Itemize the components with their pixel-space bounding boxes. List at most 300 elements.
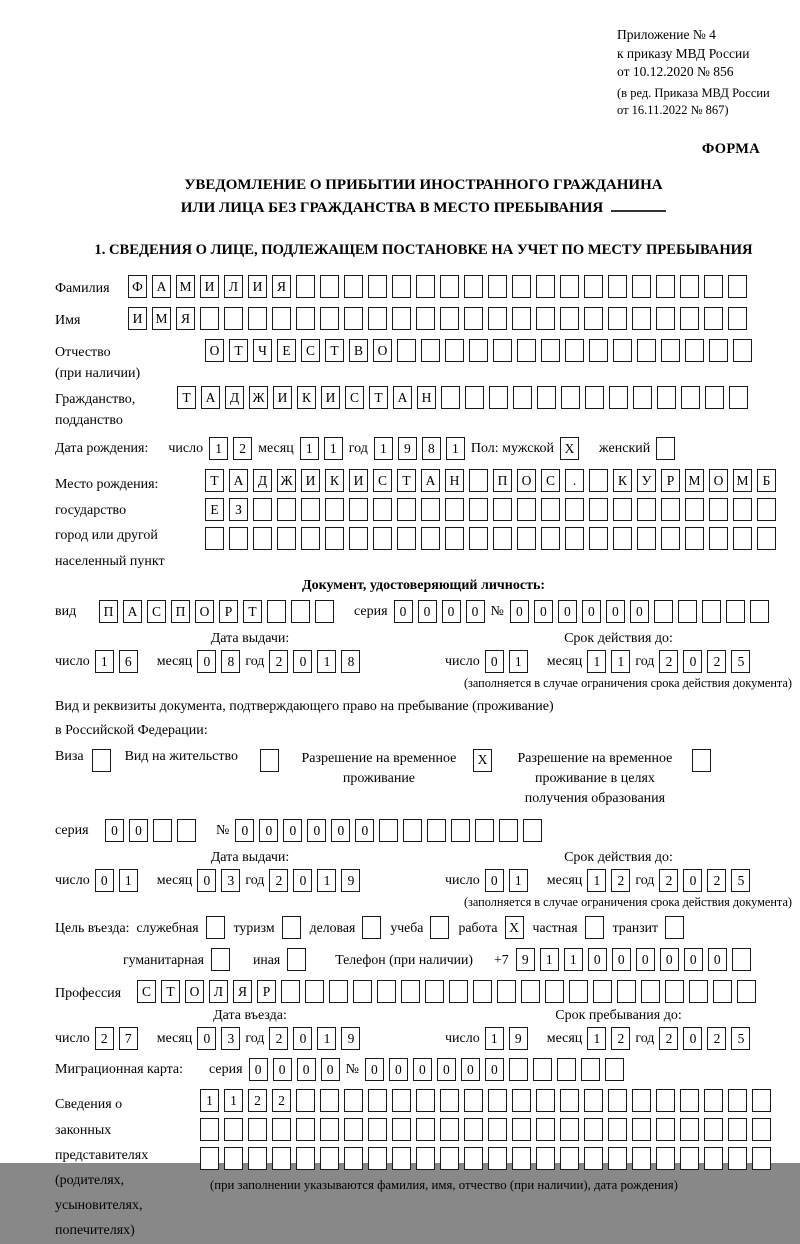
char-cell[interactable]: Я bbox=[272, 275, 291, 298]
char-cell[interactable]: А bbox=[201, 386, 220, 409]
char-cell[interactable] bbox=[728, 1147, 747, 1170]
char-cell[interactable]: 1 bbox=[209, 437, 228, 460]
char-cell[interactable] bbox=[224, 1147, 243, 1170]
char-cell[interactable]: 0 bbox=[293, 650, 312, 673]
char-cell[interactable]: 0 bbox=[293, 869, 312, 892]
char-cell[interactable] bbox=[464, 1089, 483, 1112]
char-cell[interactable]: 1 bbox=[224, 1089, 243, 1112]
char-cell[interactable] bbox=[613, 339, 632, 362]
char-cell[interactable] bbox=[757, 527, 776, 550]
char-cell[interactable] bbox=[445, 498, 464, 521]
char-cell[interactable]: 9 bbox=[509, 1027, 528, 1050]
char-cell[interactable] bbox=[392, 1147, 411, 1170]
char-cell[interactable] bbox=[469, 527, 488, 550]
char-cell[interactable]: О bbox=[373, 339, 392, 362]
char-cell[interactable] bbox=[301, 527, 320, 550]
char-cell[interactable]: 0 bbox=[273, 1058, 292, 1081]
char-cell[interactable]: 0 bbox=[683, 650, 702, 673]
char-cell[interactable] bbox=[427, 819, 446, 842]
residence-permit-checkbox[interactable] bbox=[260, 749, 279, 772]
char-cell[interactable] bbox=[440, 307, 459, 330]
char-cell[interactable] bbox=[416, 1147, 435, 1170]
purpose-official-checkbox[interactable] bbox=[206, 916, 225, 939]
char-cell[interactable]: М bbox=[176, 275, 195, 298]
char-cell[interactable] bbox=[493, 498, 512, 521]
char-cell[interactable] bbox=[560, 275, 579, 298]
char-cell[interactable] bbox=[656, 275, 675, 298]
char-cell[interactable]: С bbox=[541, 469, 560, 492]
char-cell[interactable] bbox=[397, 527, 416, 550]
char-cell[interactable]: 0 bbox=[293, 1027, 312, 1050]
char-cell[interactable] bbox=[704, 1089, 723, 1112]
char-cell[interactable] bbox=[560, 1118, 579, 1141]
char-cell[interactable] bbox=[440, 275, 459, 298]
char-cell[interactable]: 5 bbox=[731, 650, 750, 673]
char-cell[interactable]: 0 bbox=[485, 1058, 504, 1081]
char-cell[interactable] bbox=[632, 1147, 651, 1170]
char-cell[interactable]: У bbox=[637, 469, 656, 492]
char-cell[interactable]: И bbox=[248, 275, 267, 298]
char-cell[interactable]: . bbox=[565, 469, 584, 492]
char-cell[interactable]: 5 bbox=[731, 1027, 750, 1050]
char-cell[interactable] bbox=[584, 1147, 603, 1170]
char-cell[interactable] bbox=[296, 1089, 315, 1112]
char-cell[interactable] bbox=[584, 275, 603, 298]
char-cell[interactable] bbox=[464, 1118, 483, 1141]
char-cell[interactable] bbox=[329, 980, 348, 1003]
char-cell[interactable] bbox=[654, 600, 673, 623]
char-cell[interactable] bbox=[353, 980, 372, 1003]
char-cell[interactable]: С bbox=[373, 469, 392, 492]
char-cell[interactable]: И bbox=[128, 307, 147, 330]
char-cell[interactable]: М bbox=[685, 469, 704, 492]
char-cell[interactable] bbox=[517, 527, 536, 550]
char-cell[interactable] bbox=[368, 1118, 387, 1141]
char-cell[interactable] bbox=[320, 1118, 339, 1141]
char-cell[interactable] bbox=[416, 307, 435, 330]
char-cell[interactable]: 0 bbox=[588, 948, 607, 971]
char-cell[interactable]: 9 bbox=[341, 1027, 360, 1050]
char-cell[interactable]: И bbox=[321, 386, 340, 409]
char-cell[interactable]: К bbox=[613, 469, 632, 492]
char-cell[interactable] bbox=[680, 1118, 699, 1141]
char-cell[interactable]: 0 bbox=[442, 600, 461, 623]
char-cell[interactable] bbox=[585, 386, 604, 409]
char-cell[interactable] bbox=[560, 1089, 579, 1112]
char-cell[interactable] bbox=[440, 1147, 459, 1170]
char-cell[interactable] bbox=[153, 819, 172, 842]
char-cell[interactable] bbox=[608, 1089, 627, 1112]
char-cell[interactable] bbox=[541, 339, 560, 362]
char-cell[interactable]: 9 bbox=[516, 948, 535, 971]
char-cell[interactable] bbox=[416, 1089, 435, 1112]
char-cell[interactable] bbox=[728, 1118, 747, 1141]
char-cell[interactable] bbox=[488, 1147, 507, 1170]
char-cell[interactable]: 7 bbox=[119, 1027, 138, 1050]
char-cell[interactable]: 2 bbox=[95, 1027, 114, 1050]
char-cell[interactable]: П bbox=[493, 469, 512, 492]
char-cell[interactable] bbox=[473, 980, 492, 1003]
char-cell[interactable] bbox=[584, 1089, 603, 1112]
char-cell[interactable] bbox=[469, 339, 488, 362]
char-cell[interactable]: 0 bbox=[683, 869, 702, 892]
char-cell[interactable]: 0 bbox=[394, 600, 413, 623]
char-cell[interactable] bbox=[685, 527, 704, 550]
char-cell[interactable]: Т bbox=[325, 339, 344, 362]
char-cell[interactable] bbox=[752, 1147, 771, 1170]
char-cell[interactable] bbox=[421, 527, 440, 550]
char-cell[interactable]: О bbox=[709, 469, 728, 492]
char-cell[interactable] bbox=[272, 1118, 291, 1141]
char-cell[interactable] bbox=[613, 527, 632, 550]
char-cell[interactable]: 1 bbox=[324, 437, 343, 460]
char-cell[interactable] bbox=[200, 307, 219, 330]
char-cell[interactable] bbox=[523, 819, 542, 842]
char-cell[interactable]: О bbox=[517, 469, 536, 492]
purpose-private-checkbox[interactable] bbox=[585, 916, 604, 939]
char-cell[interactable]: 0 bbox=[197, 869, 216, 892]
char-cell[interactable]: 0 bbox=[558, 600, 577, 623]
char-cell[interactable]: Е bbox=[205, 498, 224, 521]
sex-male-checkbox[interactable]: X bbox=[560, 437, 579, 460]
char-cell[interactable]: Е bbox=[277, 339, 296, 362]
char-cell[interactable]: А bbox=[123, 600, 142, 623]
char-cell[interactable]: 0 bbox=[466, 600, 485, 623]
char-cell[interactable]: Т bbox=[397, 469, 416, 492]
char-cell[interactable] bbox=[421, 339, 440, 362]
char-cell[interactable]: 0 bbox=[355, 819, 374, 842]
char-cell[interactable]: 0 bbox=[534, 600, 553, 623]
char-cell[interactable] bbox=[205, 527, 224, 550]
char-cell[interactable] bbox=[451, 819, 470, 842]
char-cell[interactable] bbox=[656, 307, 675, 330]
char-cell[interactable] bbox=[277, 527, 296, 550]
char-cell[interactable] bbox=[253, 527, 272, 550]
char-cell[interactable] bbox=[536, 1089, 555, 1112]
char-cell[interactable] bbox=[537, 386, 556, 409]
char-cell[interactable] bbox=[248, 1147, 267, 1170]
char-cell[interactable] bbox=[589, 469, 608, 492]
char-cell[interactable] bbox=[464, 1147, 483, 1170]
char-cell[interactable]: П bbox=[99, 600, 118, 623]
char-cell[interactable]: 1 bbox=[611, 650, 630, 673]
char-cell[interactable]: 0 bbox=[708, 948, 727, 971]
char-cell[interactable] bbox=[344, 1089, 363, 1112]
char-cell[interactable] bbox=[608, 1147, 627, 1170]
char-cell[interactable]: Р bbox=[219, 600, 238, 623]
char-cell[interactable]: З bbox=[229, 498, 248, 521]
char-cell[interactable]: 0 bbox=[683, 1027, 702, 1050]
char-cell[interactable] bbox=[296, 1118, 315, 1141]
purpose-work-checkbox[interactable]: X bbox=[505, 916, 524, 939]
char-cell[interactable]: Л bbox=[224, 275, 243, 298]
char-cell[interactable] bbox=[224, 1118, 243, 1141]
char-cell[interactable] bbox=[465, 386, 484, 409]
char-cell[interactable] bbox=[704, 1147, 723, 1170]
char-cell[interactable]: 0 bbox=[197, 1027, 216, 1050]
visa-checkbox[interactable] bbox=[92, 749, 111, 772]
char-cell[interactable] bbox=[449, 980, 468, 1003]
char-cell[interactable] bbox=[656, 1147, 675, 1170]
char-cell[interactable] bbox=[464, 275, 483, 298]
char-cell[interactable]: С bbox=[345, 386, 364, 409]
char-cell[interactable]: 2 bbox=[272, 1089, 291, 1112]
char-cell[interactable]: С bbox=[301, 339, 320, 362]
char-cell[interactable] bbox=[489, 386, 508, 409]
char-cell[interactable] bbox=[702, 600, 721, 623]
char-cell[interactable] bbox=[320, 1147, 339, 1170]
char-cell[interactable]: 0 bbox=[413, 1058, 432, 1081]
char-cell[interactable] bbox=[349, 498, 368, 521]
char-cell[interactable]: Р bbox=[257, 980, 276, 1003]
char-cell[interactable] bbox=[589, 339, 608, 362]
char-cell[interactable] bbox=[512, 1147, 531, 1170]
char-cell[interactable] bbox=[392, 1118, 411, 1141]
char-cell[interactable] bbox=[633, 386, 652, 409]
char-cell[interactable]: А bbox=[152, 275, 171, 298]
char-cell[interactable]: А bbox=[421, 469, 440, 492]
char-cell[interactable] bbox=[665, 980, 684, 1003]
char-cell[interactable] bbox=[637, 527, 656, 550]
char-cell[interactable] bbox=[733, 498, 752, 521]
purpose-tourism-checkbox[interactable] bbox=[282, 916, 301, 939]
char-cell[interactable]: Т bbox=[229, 339, 248, 362]
char-cell[interactable] bbox=[315, 600, 334, 623]
purpose-business-checkbox[interactable] bbox=[362, 916, 381, 939]
char-cell[interactable]: 3 bbox=[221, 1027, 240, 1050]
char-cell[interactable]: Н bbox=[445, 469, 464, 492]
char-cell[interactable] bbox=[584, 307, 603, 330]
char-cell[interactable]: Я bbox=[176, 307, 195, 330]
char-cell[interactable]: Ф bbox=[128, 275, 147, 298]
char-cell[interactable] bbox=[536, 275, 555, 298]
char-cell[interactable]: 0 bbox=[105, 819, 124, 842]
char-cell[interactable] bbox=[401, 980, 420, 1003]
char-cell[interactable] bbox=[320, 275, 339, 298]
char-cell[interactable] bbox=[200, 1118, 219, 1141]
char-cell[interactable] bbox=[488, 1118, 507, 1141]
char-cell[interactable]: Я bbox=[233, 980, 252, 1003]
char-cell[interactable]: 0 bbox=[197, 650, 216, 673]
char-cell[interactable] bbox=[705, 386, 724, 409]
char-cell[interactable] bbox=[752, 1089, 771, 1112]
char-cell[interactable] bbox=[605, 1058, 624, 1081]
char-cell[interactable] bbox=[272, 1147, 291, 1170]
purpose-study-checkbox[interactable] bbox=[430, 916, 449, 939]
char-cell[interactable] bbox=[680, 1147, 699, 1170]
char-cell[interactable]: Т bbox=[243, 600, 262, 623]
char-cell[interactable]: Т bbox=[177, 386, 196, 409]
char-cell[interactable]: 1 bbox=[317, 650, 336, 673]
char-cell[interactable]: 1 bbox=[587, 650, 606, 673]
char-cell[interactable]: 2 bbox=[659, 869, 678, 892]
char-cell[interactable] bbox=[344, 275, 363, 298]
char-cell[interactable] bbox=[637, 498, 656, 521]
char-cell[interactable] bbox=[248, 307, 267, 330]
char-cell[interactable] bbox=[488, 1089, 507, 1112]
char-cell[interactable] bbox=[325, 527, 344, 550]
char-cell[interactable] bbox=[325, 498, 344, 521]
char-cell[interactable] bbox=[368, 1147, 387, 1170]
char-cell[interactable] bbox=[608, 307, 627, 330]
char-cell[interactable] bbox=[704, 275, 723, 298]
char-cell[interactable] bbox=[728, 1089, 747, 1112]
char-cell[interactable] bbox=[728, 307, 747, 330]
char-cell[interactable] bbox=[224, 307, 243, 330]
char-cell[interactable]: 1 bbox=[95, 650, 114, 673]
char-cell[interactable] bbox=[557, 1058, 576, 1081]
char-cell[interactable] bbox=[565, 339, 584, 362]
char-cell[interactable] bbox=[403, 819, 422, 842]
char-cell[interactable] bbox=[732, 948, 751, 971]
char-cell[interactable] bbox=[349, 527, 368, 550]
char-cell[interactable]: П bbox=[171, 600, 190, 623]
char-cell[interactable] bbox=[685, 498, 704, 521]
char-cell[interactable] bbox=[425, 980, 444, 1003]
char-cell[interactable] bbox=[521, 980, 540, 1003]
char-cell[interactable] bbox=[488, 307, 507, 330]
char-cell[interactable] bbox=[593, 980, 612, 1003]
char-cell[interactable]: 2 bbox=[269, 869, 288, 892]
char-cell[interactable]: 1 bbox=[587, 869, 606, 892]
char-cell[interactable] bbox=[637, 339, 656, 362]
char-cell[interactable] bbox=[689, 980, 708, 1003]
char-cell[interactable]: 2 bbox=[707, 1027, 726, 1050]
char-cell[interactable] bbox=[584, 1118, 603, 1141]
char-cell[interactable] bbox=[541, 498, 560, 521]
char-cell[interactable] bbox=[704, 1118, 723, 1141]
char-cell[interactable] bbox=[581, 1058, 600, 1081]
char-cell[interactable] bbox=[533, 1058, 552, 1081]
purpose-other-checkbox[interactable] bbox=[287, 948, 306, 971]
char-cell[interactable]: 1 bbox=[446, 437, 465, 460]
char-cell[interactable]: 0 bbox=[684, 948, 703, 971]
char-cell[interactable]: 2 bbox=[611, 1027, 630, 1050]
char-cell[interactable]: 2 bbox=[269, 650, 288, 673]
char-cell[interactable] bbox=[397, 498, 416, 521]
char-cell[interactable] bbox=[733, 527, 752, 550]
char-cell[interactable] bbox=[512, 1089, 531, 1112]
char-cell[interactable] bbox=[517, 339, 536, 362]
char-cell[interactable] bbox=[277, 498, 296, 521]
char-cell[interactable] bbox=[499, 819, 518, 842]
char-cell[interactable] bbox=[177, 819, 196, 842]
char-cell[interactable]: А bbox=[393, 386, 412, 409]
char-cell[interactable]: Б bbox=[757, 469, 776, 492]
char-cell[interactable] bbox=[445, 339, 464, 362]
char-cell[interactable] bbox=[440, 1118, 459, 1141]
char-cell[interactable]: 0 bbox=[636, 948, 655, 971]
char-cell[interactable] bbox=[752, 1118, 771, 1141]
char-cell[interactable]: 0 bbox=[510, 600, 529, 623]
char-cell[interactable] bbox=[512, 275, 531, 298]
char-cell[interactable]: 1 bbox=[374, 437, 393, 460]
char-cell[interactable] bbox=[536, 1147, 555, 1170]
char-cell[interactable]: 0 bbox=[331, 819, 350, 842]
char-cell[interactable]: 9 bbox=[398, 437, 417, 460]
char-cell[interactable] bbox=[392, 275, 411, 298]
char-cell[interactable] bbox=[560, 307, 579, 330]
char-cell[interactable] bbox=[416, 1118, 435, 1141]
char-cell[interactable] bbox=[657, 386, 676, 409]
char-cell[interactable]: 8 bbox=[341, 650, 360, 673]
purpose-transit-checkbox[interactable] bbox=[665, 916, 684, 939]
char-cell[interactable]: 0 bbox=[307, 819, 326, 842]
char-cell[interactable] bbox=[488, 275, 507, 298]
char-cell[interactable] bbox=[680, 1089, 699, 1112]
char-cell[interactable] bbox=[709, 339, 728, 362]
char-cell[interactable]: 0 bbox=[630, 600, 649, 623]
char-cell[interactable]: 5 bbox=[731, 869, 750, 892]
char-cell[interactable] bbox=[296, 275, 315, 298]
char-cell[interactable] bbox=[661, 498, 680, 521]
char-cell[interactable]: Ж bbox=[249, 386, 268, 409]
char-cell[interactable] bbox=[729, 386, 748, 409]
char-cell[interactable]: 0 bbox=[389, 1058, 408, 1081]
char-cell[interactable] bbox=[368, 307, 387, 330]
char-cell[interactable] bbox=[469, 498, 488, 521]
char-cell[interactable] bbox=[344, 307, 363, 330]
char-cell[interactable]: 1 bbox=[300, 437, 319, 460]
char-cell[interactable]: А bbox=[229, 469, 248, 492]
sex-female-checkbox[interactable] bbox=[656, 437, 675, 460]
purpose-humanitarian-checkbox[interactable] bbox=[211, 948, 230, 971]
char-cell[interactable]: Р bbox=[661, 469, 680, 492]
char-cell[interactable]: 2 bbox=[659, 650, 678, 673]
char-cell[interactable] bbox=[512, 1118, 531, 1141]
char-cell[interactable]: 0 bbox=[660, 948, 679, 971]
char-cell[interactable] bbox=[344, 1147, 363, 1170]
char-cell[interactable] bbox=[373, 527, 392, 550]
char-cell[interactable]: 1 bbox=[540, 948, 559, 971]
char-cell[interactable] bbox=[680, 275, 699, 298]
char-cell[interactable] bbox=[344, 1118, 363, 1141]
char-cell[interactable] bbox=[464, 307, 483, 330]
char-cell[interactable] bbox=[536, 307, 555, 330]
char-cell[interactable]: 1 bbox=[485, 1027, 504, 1050]
char-cell[interactable]: И bbox=[273, 386, 292, 409]
char-cell[interactable]: Д bbox=[225, 386, 244, 409]
char-cell[interactable] bbox=[441, 386, 460, 409]
char-cell[interactable]: 0 bbox=[582, 600, 601, 623]
char-cell[interactable]: М bbox=[733, 469, 752, 492]
char-cell[interactable]: 0 bbox=[297, 1058, 316, 1081]
char-cell[interactable]: 9 bbox=[341, 869, 360, 892]
char-cell[interactable] bbox=[569, 980, 588, 1003]
char-cell[interactable] bbox=[589, 498, 608, 521]
char-cell[interactable] bbox=[632, 307, 651, 330]
temp-residence-checkbox[interactable]: X bbox=[473, 749, 492, 772]
char-cell[interactable]: Д bbox=[253, 469, 272, 492]
char-cell[interactable] bbox=[445, 527, 464, 550]
char-cell[interactable] bbox=[681, 386, 700, 409]
char-cell[interactable]: Т bbox=[369, 386, 388, 409]
char-cell[interactable] bbox=[305, 980, 324, 1003]
char-cell[interactable] bbox=[392, 307, 411, 330]
char-cell[interactable] bbox=[608, 1118, 627, 1141]
char-cell[interactable]: 2 bbox=[269, 1027, 288, 1050]
char-cell[interactable]: 0 bbox=[485, 650, 504, 673]
char-cell[interactable]: Ч bbox=[253, 339, 272, 362]
char-cell[interactable]: 0 bbox=[129, 819, 148, 842]
char-cell[interactable]: С bbox=[137, 980, 156, 1003]
char-cell[interactable] bbox=[733, 339, 752, 362]
char-cell[interactable]: И bbox=[349, 469, 368, 492]
char-cell[interactable]: 0 bbox=[612, 948, 631, 971]
char-cell[interactable] bbox=[709, 527, 728, 550]
char-cell[interactable]: 1 bbox=[509, 869, 528, 892]
char-cell[interactable] bbox=[469, 469, 488, 492]
